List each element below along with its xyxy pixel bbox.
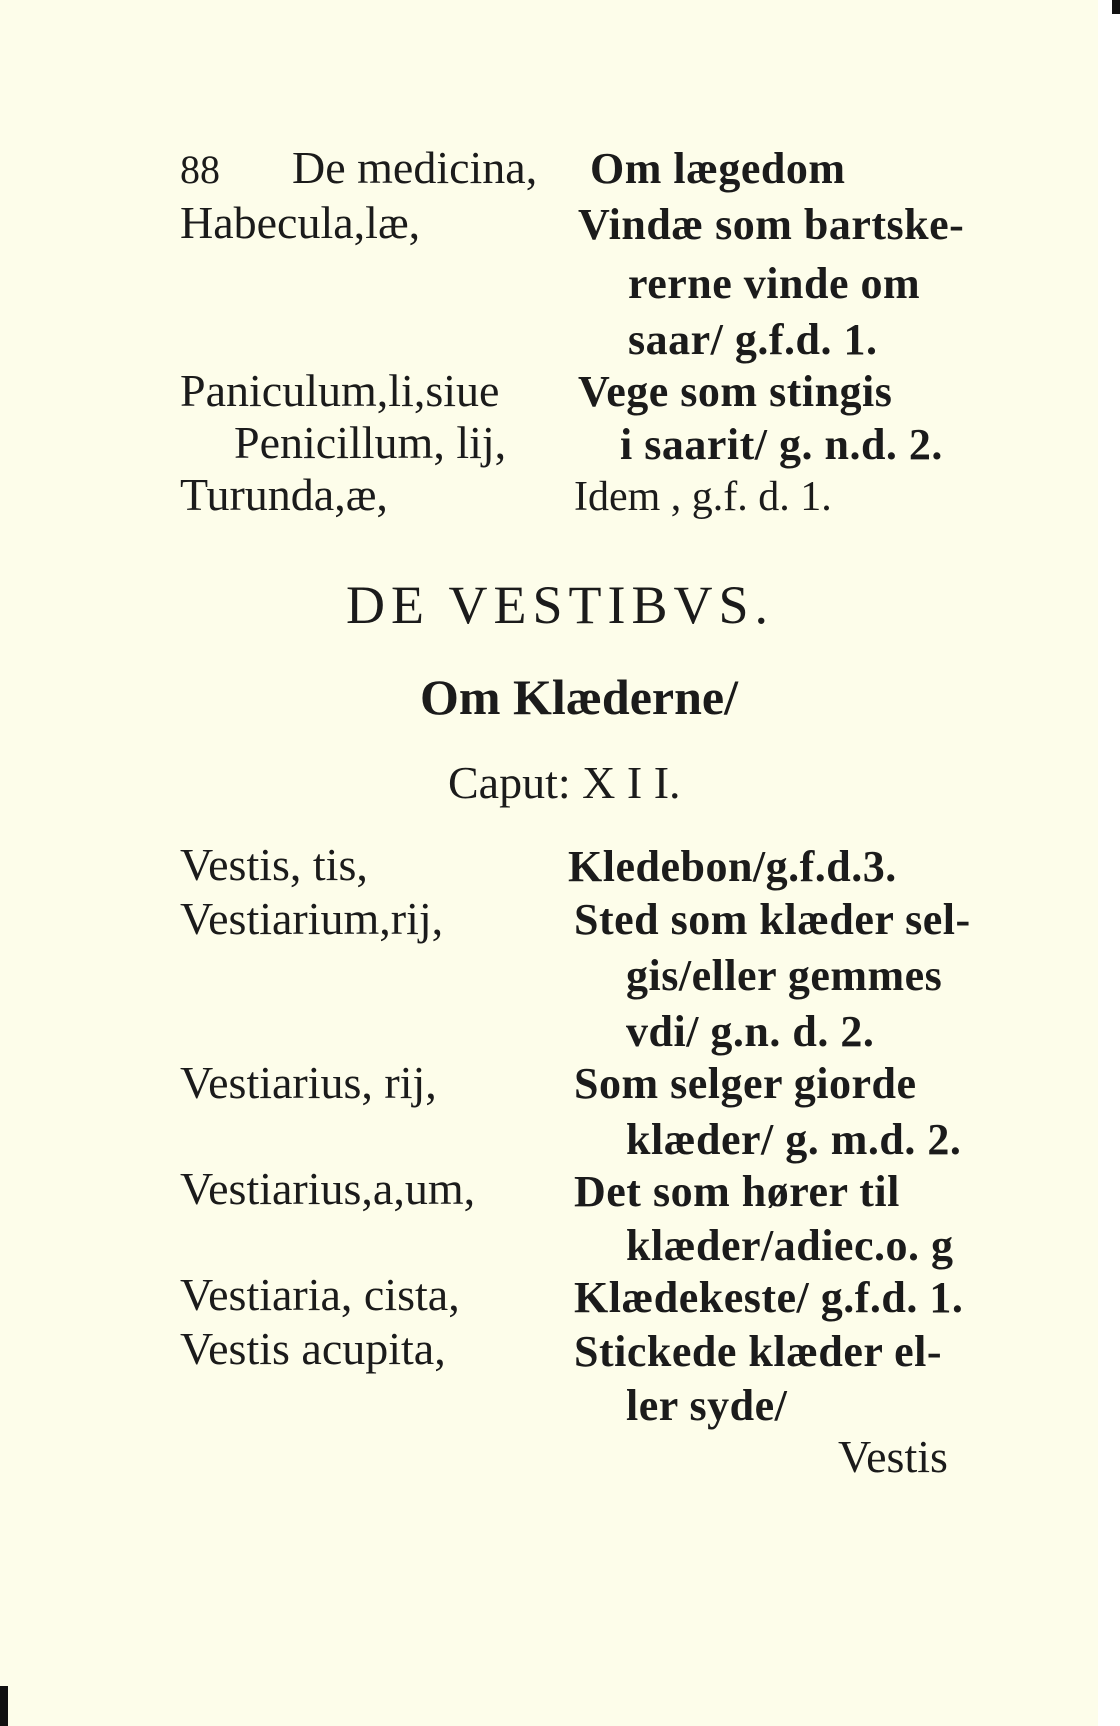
danish-gloss: gis/eller gemmes (626, 951, 943, 1000)
page-number: 88 (180, 147, 220, 192)
danish-gloss: Klædekeste/ g.f.d. 1. (574, 1273, 964, 1322)
danish-gloss: Idem , g.f. d. 1. (574, 474, 832, 520)
latin-term: Vestiarius,a,um, (180, 1163, 476, 1214)
danish-gloss: klæder/adiec.o. g (626, 1221, 954, 1270)
danish-gloss: Det som hører til (574, 1167, 900, 1216)
danish-gloss: Sted som klæder sel- (574, 895, 971, 944)
latin-term: Vestiarius, rij, (180, 1057, 437, 1108)
scan-margin (1098, 0, 1120, 1726)
danish-gloss: Vege som stingis (578, 367, 893, 416)
latin-term: Penicillum, lij, (234, 417, 507, 468)
latin-term: Turunda,æ, (180, 469, 388, 520)
danish-gloss: ler syde/ (626, 1381, 788, 1430)
chapter-label: Caput: X I I. (448, 757, 681, 808)
latin-term: Vestiarium,rij, (180, 893, 444, 944)
section-heading: DE VESTIBVS. (346, 575, 775, 635)
danish-gloss: saar/ g.f.d. 1. (628, 315, 878, 364)
danish-gloss: rerne vinde om (628, 259, 921, 308)
danish-gloss: Kledebon/g.f.d.3. (568, 842, 897, 891)
section-subheading: Om Klæderne/ (420, 669, 739, 725)
latin-term: Habecula,læ, (180, 197, 421, 248)
danish-gloss: i saarit/ g. n.d. 2. (620, 420, 943, 469)
danish-gloss: Vindæ som bartske- (578, 200, 965, 249)
running-title-latin: De medicina, (292, 142, 538, 193)
danish-gloss: vdi/ g.n. d. 2. (626, 1007, 875, 1056)
scan-edge-mark (1112, 0, 1120, 14)
latin-term: Vestis, tis, (180, 839, 368, 890)
danish-gloss: klæder/ g. m.d. 2. (626, 1115, 962, 1164)
danish-gloss: Stickede klæder el- (574, 1327, 942, 1376)
latin-term: Paniculum,li,siue (180, 365, 500, 416)
running-title-danish: Om lægedom (590, 144, 846, 193)
latin-term: Vestiaria, cista, (180, 1269, 460, 1320)
latin-term: Vestis acupita, (180, 1323, 446, 1374)
scan-edge-mark (0, 1686, 8, 1726)
catchword: Vestis (838, 1431, 948, 1482)
danish-gloss: Som selger giorde (574, 1059, 917, 1108)
